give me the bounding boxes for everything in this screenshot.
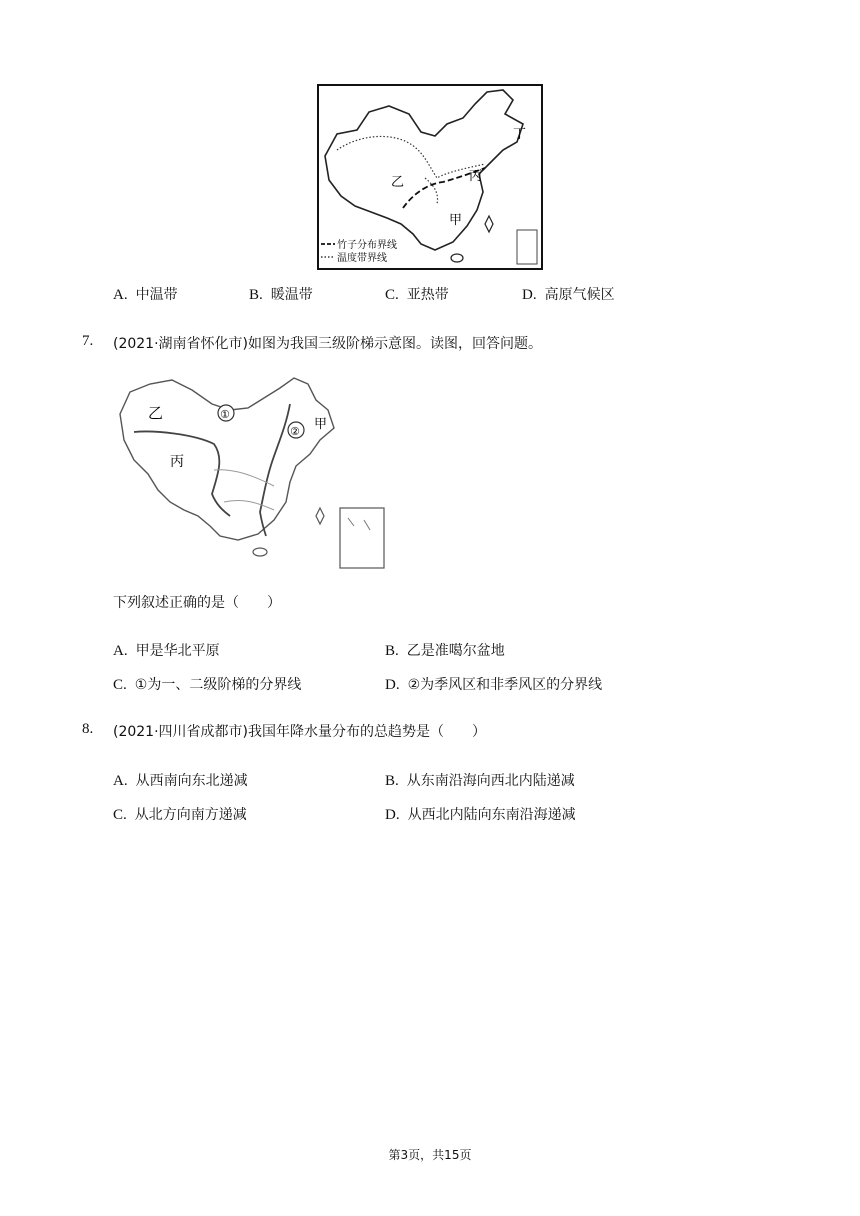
- map-label-jia: 甲: [449, 213, 463, 228]
- option-text: 暖温带: [270, 287, 313, 303]
- q7-option-b[interactable]: [385, 640, 505, 660]
- q8-option-a[interactable]: [113, 770, 248, 790]
- q7-stem: (2021·湖南省怀化市)如图为我国三级阶梯示意图。读图，回答问题。: [113, 336, 543, 352]
- q8-option-c[interactable]: [113, 804, 247, 824]
- q6-option-b[interactable]: [249, 284, 313, 304]
- option-letter: D.: [522, 287, 537, 303]
- bamboo-temperature-map: [317, 84, 543, 270]
- option-letter: B.: [249, 287, 263, 303]
- option-letter: D.: [385, 807, 400, 823]
- option-text: 亚热带: [406, 287, 449, 303]
- option-text: ①为一、二级阶梯的分界线: [134, 677, 302, 693]
- map-circle-1: ①: [220, 408, 230, 421]
- option-text: 甲是华北平原: [135, 643, 220, 659]
- legend-bamboo-line: 竹子分布界线: [337, 240, 397, 251]
- option-letter: A.: [113, 773, 128, 789]
- option-letter: A.: [113, 643, 128, 659]
- q7-number: 7.: [82, 333, 94, 349]
- q8-option-d[interactable]: [385, 804, 576, 824]
- option-text: 乙是准噶尔盆地: [406, 643, 505, 659]
- q6-option-c[interactable]: [385, 284, 449, 304]
- legend-temperature-line: 温度带界线: [337, 253, 387, 264]
- q7-option-a[interactable]: [113, 640, 220, 660]
- q6-option-d[interactable]: [522, 284, 615, 304]
- map-label-bing: 丙: [469, 169, 483, 184]
- map-label-jia: 甲: [314, 417, 328, 432]
- q8-option-b[interactable]: [385, 770, 575, 790]
- option-letter: C.: [113, 677, 127, 693]
- q7-option-d[interactable]: [385, 674, 602, 694]
- map-label-yi: 乙: [148, 404, 164, 422]
- three-steps-map: [114, 370, 390, 570]
- q7-option-c[interactable]: [113, 674, 301, 694]
- map-circle-2: ②: [290, 425, 300, 438]
- option-letter: C.: [113, 807, 127, 823]
- option-text: 从东南沿海向西北内陆递减: [406, 773, 575, 789]
- page-footer: 第3页，共15页: [388, 1148, 472, 1162]
- option-letter: A.: [113, 287, 128, 303]
- option-letter: D.: [385, 677, 400, 693]
- map-label-ding: 丁: [513, 127, 527, 142]
- option-text: 从西南向东北递减: [135, 773, 248, 789]
- map-label-bing: 丙: [170, 454, 184, 470]
- map-label-yi: 乙: [391, 175, 405, 190]
- q7-prompt: 下列叙述正确的是（ ）: [113, 595, 281, 611]
- option-text: 从西北内陆向东南沿海递减: [407, 807, 576, 823]
- option-text: 从北方向南方递减: [134, 807, 247, 823]
- option-letter: B.: [385, 643, 399, 659]
- option-letter: B.: [385, 773, 399, 789]
- q8-number: 8.: [82, 721, 94, 737]
- option-text: 高原气候区: [544, 287, 615, 303]
- option-text: 中温带: [135, 287, 178, 303]
- option-letter: C.: [385, 287, 399, 303]
- q6-option-a[interactable]: [113, 284, 178, 304]
- option-text: ②为季风区和非季风区的分界线: [407, 677, 603, 693]
- q8-stem: (2021·四川省成都市)我国年降水量分布的总趋势是（ ）: [113, 724, 487, 740]
